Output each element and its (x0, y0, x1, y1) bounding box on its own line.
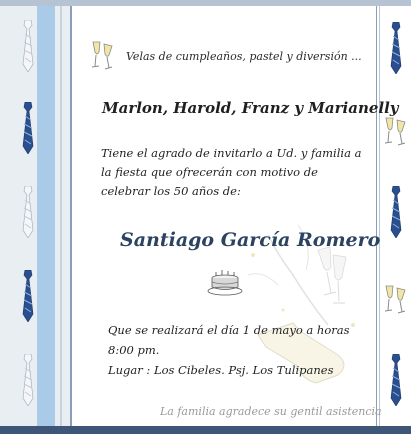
right-divider (376, 6, 377, 426)
necktie-icon (21, 270, 35, 322)
host-names: Marlon, Harold, Franz y Marianelly (102, 99, 399, 117)
necktie-icon (21, 102, 35, 154)
necktie-icon (389, 354, 403, 406)
necktie-icon (389, 22, 403, 74)
bottom-border (0, 426, 411, 434)
necktie-icon (389, 186, 403, 238)
event-details (108, 320, 368, 380)
champagne-glasses-icon (383, 116, 409, 148)
right-divider-light (379, 6, 380, 426)
birthday-cake-icon (204, 266, 244, 298)
left-divider (60, 6, 62, 426)
event-date-time: Que se realizará el día 1 de mayo a horas 8:00 pm. (108, 323, 350, 357)
champagne-glasses-icon (383, 284, 409, 316)
left-blue-stripe (37, 6, 55, 426)
footer-thanks: La familia agradece su gentil asistencia (160, 405, 382, 418)
champagne-glasses-icon (90, 40, 116, 72)
left-divider-dark (70, 6, 72, 426)
event-location: Lugar : Los Cibeles. Psj. Los Tulipanes (108, 363, 334, 377)
necktie-icon (21, 186, 35, 238)
honoree-name: Santiago García Romero (120, 229, 381, 251)
necktie-icon (21, 20, 35, 72)
header-tagline: Velas de cumpleaños, pastel y diversión ... (126, 50, 362, 63)
necktie-icon (21, 354, 35, 406)
invitation-message: Tiene el agrado de invitarlo a Ud. y familia a la fiesta que ofrecerán con motivo de celebrar los 50 años de: (101, 146, 362, 198)
